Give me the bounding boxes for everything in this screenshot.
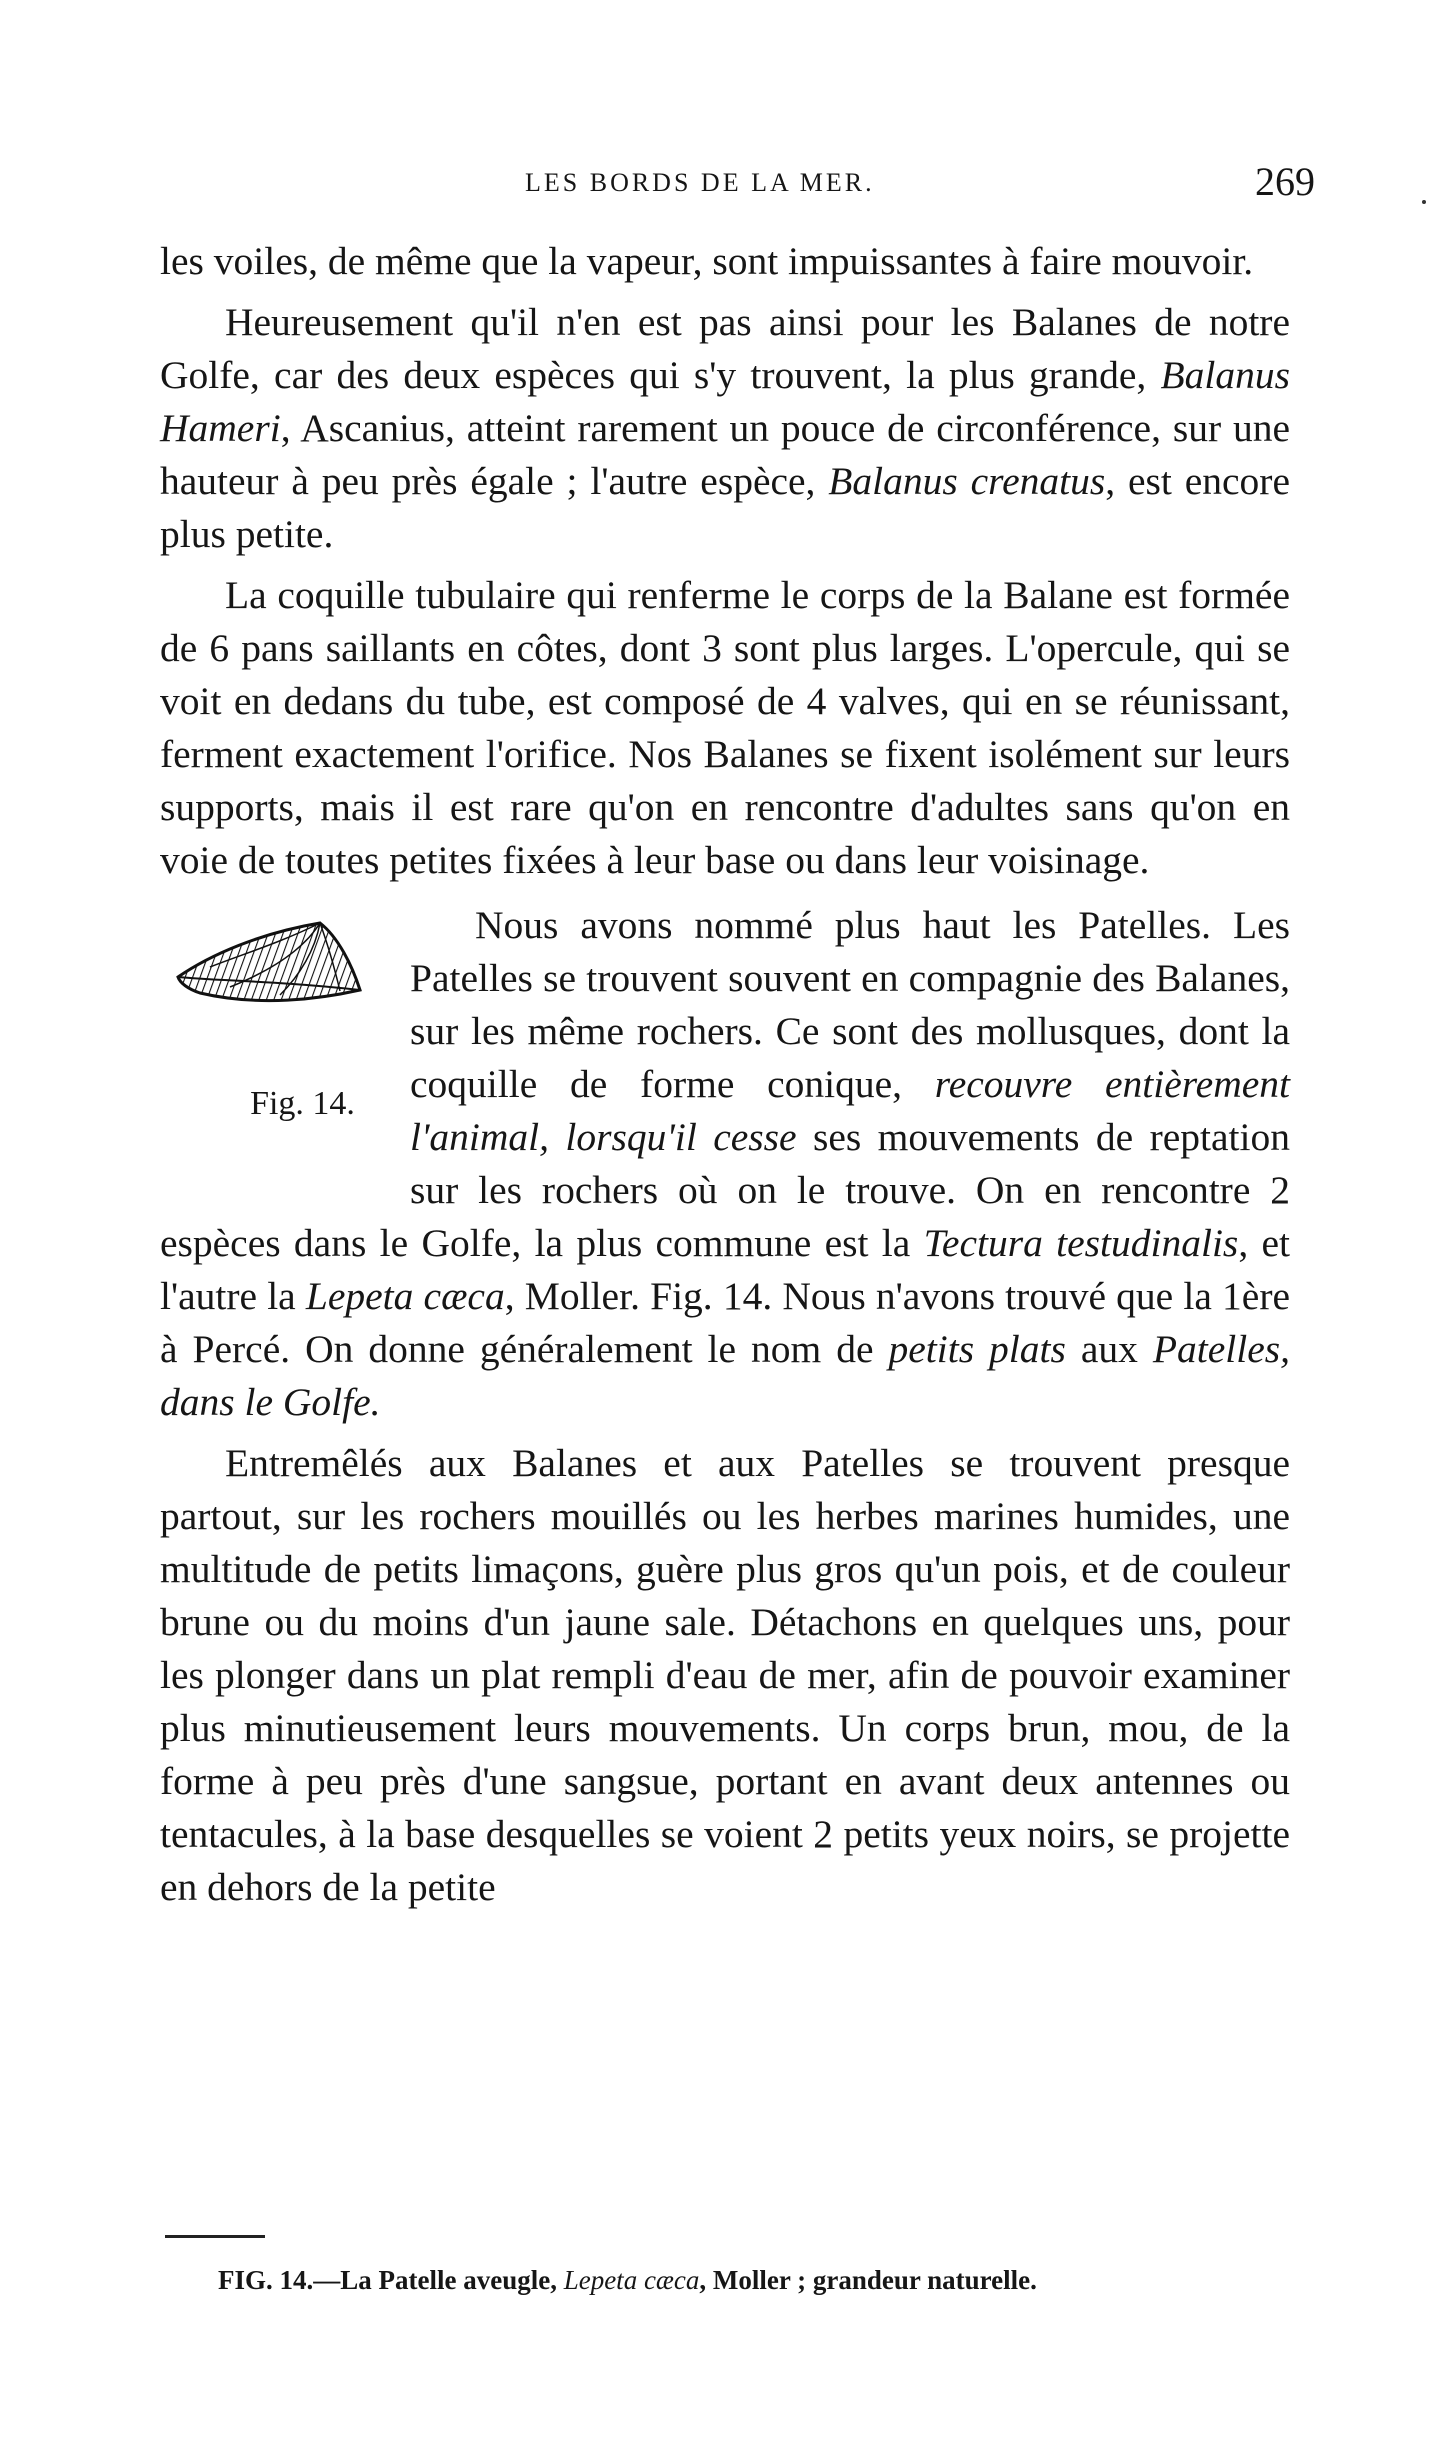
paragraph-3-text: La coquille tubulaire qui renferme le corps de la Balane est formée de 6 pans saillants en côtes, dont 3 sont plus larges. L'opercule, qui se voit en dedans du tube, est composé de 4 valves, qui en se réunissant, ferment exactement l'orifice. Nos Balanes se fixent isolément sur leurs supports, mais il est rare qu'on en rencontre d'adultes sans qu'on en voie de toutes petites fixées à leur base ou dans leur voisinage. <box>160 573 1290 882</box>
paragraph-5 <box>160 1437 1290 1914</box>
paragraph-1-text: les voiles, de même que la vapeur, sont impuissantes à faire mouvoir. <box>160 239 1254 283</box>
species-lepeta-caeca: Lepeta cæca <box>305 1274 505 1318</box>
footnote <box>218 2265 1037 2296</box>
paragraph-1 <box>160 235 1290 288</box>
paragraph-4-text-g: , Moller. Fig. 14. Nous n'avons trouvé que la 1ère à Percé. On donne généralement le nom de <box>160 1274 1290 1371</box>
paragraph-2-text-c: , Ascanius, atteint rarement un pouce de circonférence, sur une hauteur à peu près égale ; l'autre espèce, <box>160 406 1290 503</box>
paragraph-4 <box>160 899 1290 1429</box>
paragraph-5-text: Entremêlés aux Balanes et aux Patelles se trouvent presque partout, sur les rochers mouillés ou les herbes marines humides, une multitude de petits limaçons, guère plus gros qu'un pois, et de couleur brune ou du moins d'un jaune sale. Détachons en quelques uns, pour les plonger dans un plat rempli d'eau de mer, afin de pouvoir examiner plus minutieusement leurs mouvements. Un corps brun, mou, de la forme à peu près d'une sangsue, portant en avant deux antennes ou tentacules, à la base desquelles se voient 2 petits yeux noirs, se projette en dehors de la petite <box>160 1441 1290 1909</box>
paragraph-4-text-i: aux <box>1065 1327 1153 1371</box>
paragraph-4-text-a: Nous avons nommé plus haut les Patelles. Les Patelles se trouvent souvent en compagnie des Balanes, sur les même rochers. Ce sont des mollusques, dont la coquille de forme conique, <box>410 903 1290 1106</box>
species-balanus-hameri: Balanus Hameri <box>160 353 1290 450</box>
paragraph-4-text-j: Patelles, dans le Golfe. <box>160 1327 1290 1424</box>
footnote-text-c: , Moller ; grandeur naturelle. <box>699 2265 1037 2295</box>
paragraph-4-text-b: recouvre entièrement l'animal, lorsqu'il cesse <box>410 1062 1290 1159</box>
figure-14 <box>150 905 390 1170</box>
paragraph-2 <box>160 296 1290 561</box>
running-head: LES BORDS DE LA MER. <box>525 168 875 197</box>
footnote-text-a: FIG. 14.—La Patelle aveugle, <box>218 2265 564 2295</box>
footnote-rule <box>165 2235 265 2238</box>
footnote-species: Lepeta cæca <box>563 2265 700 2295</box>
margin-mark <box>1422 200 1426 204</box>
paragraph-4-text-e: , et l'autre la <box>160 1221 1290 1318</box>
term-petits-plats: petits plats <box>888 1327 1066 1371</box>
species-balanus-crenatus: Balanus crenatus <box>828 459 1106 503</box>
figure-label: Fig. 14. <box>250 1085 355 1122</box>
species-tectura-testudinalis: Tectura testudinalis <box>923 1221 1239 1265</box>
paragraph-2-text-e: , est encore plus petite. <box>160 459 1290 556</box>
paragraph-4-text-c: ses mouvements de reptation sur les rochers où on le trouve. On en rencontre 2 espèces dans le Golfe, la plus commune est la <box>160 1115 1290 1265</box>
limpet-shell-icon <box>170 915 370 1035</box>
paragraph-3 <box>160 569 1290 887</box>
paragraph-2-text-a: Heureusement qu'il n'en est pas ainsi pour les Balanes de notre Golfe, car des deux espèces qui s'y trouvent, la plus grande, <box>160 300 1290 397</box>
page-number: 269 <box>1255 159 1315 204</box>
body-text <box>160 235 1290 1914</box>
